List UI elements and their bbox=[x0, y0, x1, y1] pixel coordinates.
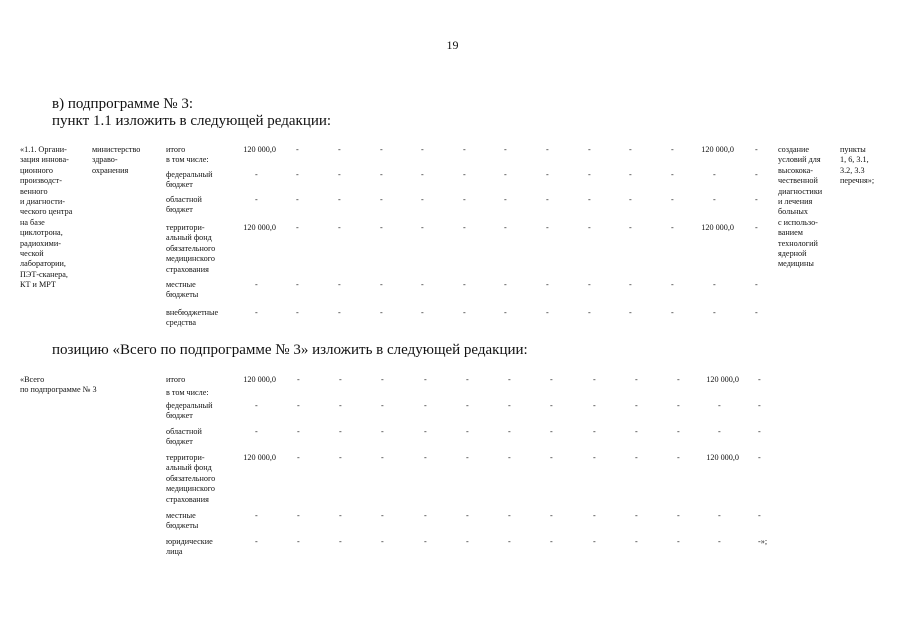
year-amount: - bbox=[593, 537, 596, 546]
year-amount: - bbox=[671, 170, 674, 179]
year-amount: - bbox=[504, 223, 507, 232]
amount-end: - bbox=[758, 375, 761, 384]
year-amount: - bbox=[463, 223, 466, 232]
year-amount: - bbox=[463, 195, 466, 204]
year-amount: - bbox=[424, 537, 427, 546]
amount-end: - bbox=[758, 401, 761, 410]
amount-last: - bbox=[718, 401, 721, 410]
year-amount: - bbox=[381, 453, 384, 462]
year-amount: - bbox=[463, 280, 466, 289]
amount-last: - bbox=[718, 537, 721, 546]
amount-end: - bbox=[758, 511, 761, 520]
amount-end: -»; bbox=[758, 537, 768, 546]
year-amount: - bbox=[508, 427, 511, 436]
year-amount: - bbox=[588, 308, 591, 317]
year-amount: - bbox=[593, 375, 596, 384]
source-label: в том числе: bbox=[166, 388, 209, 397]
year-amount: - bbox=[671, 308, 674, 317]
year-amount: - bbox=[550, 375, 553, 384]
amount-end: - bbox=[755, 195, 758, 204]
year-amount: - bbox=[296, 145, 299, 154]
amount-end: - bbox=[758, 427, 761, 436]
source-label: внебюджетные средства bbox=[166, 308, 219, 328]
source-label: областной бюджет bbox=[166, 195, 202, 215]
year-amount: - bbox=[508, 401, 511, 410]
year-amount: - bbox=[671, 195, 674, 204]
year-amount: - bbox=[380, 223, 383, 232]
amount-end: - bbox=[755, 280, 758, 289]
year-amount: - bbox=[338, 308, 341, 317]
year-amount: - bbox=[463, 308, 466, 317]
year-amount: - bbox=[508, 375, 511, 384]
year-amount: - bbox=[339, 511, 342, 520]
year-amount: - bbox=[381, 427, 384, 436]
source-label: федеральный бюджет bbox=[166, 170, 213, 190]
year-amount: - bbox=[424, 453, 427, 462]
year-amount: - bbox=[629, 170, 632, 179]
year-amount: - bbox=[629, 223, 632, 232]
year-amount: - bbox=[296, 195, 299, 204]
year-amount: - bbox=[677, 537, 680, 546]
year-amount: - bbox=[339, 375, 342, 384]
year-amount: - bbox=[546, 195, 549, 204]
year-amount: - bbox=[504, 280, 507, 289]
year-amount: - bbox=[635, 375, 638, 384]
amount-end: - bbox=[755, 223, 758, 232]
year-amount: - bbox=[508, 511, 511, 520]
year-amount: - bbox=[297, 511, 300, 520]
year-amount: - bbox=[296, 223, 299, 232]
year-amount: - bbox=[671, 145, 674, 154]
amount-end: - bbox=[758, 453, 761, 462]
year-amount: - bbox=[297, 375, 300, 384]
year-amount: - bbox=[339, 537, 342, 546]
year-amount: - bbox=[629, 280, 632, 289]
source-label: в том числе: bbox=[166, 155, 209, 164]
year-amount: - bbox=[677, 401, 680, 410]
amount-end: - bbox=[755, 308, 758, 317]
year-amount: - bbox=[550, 511, 553, 520]
source-label: областной бюджет bbox=[166, 427, 202, 447]
year-amount: - bbox=[635, 511, 638, 520]
source-label: юридические лица bbox=[166, 537, 213, 557]
year-amount: - bbox=[421, 195, 424, 204]
year-amount: - bbox=[588, 223, 591, 232]
amount-last: - bbox=[713, 195, 716, 204]
amount-first: - bbox=[255, 511, 258, 520]
amount-first: - bbox=[255, 280, 258, 289]
year-amount: - bbox=[593, 511, 596, 520]
year-amount: - bbox=[421, 145, 424, 154]
year-amount: - bbox=[421, 308, 424, 317]
year-amount: - bbox=[550, 401, 553, 410]
amount-end: - bbox=[755, 170, 758, 179]
amount-first: 120 000,0 bbox=[243, 375, 276, 384]
source-label: итого bbox=[166, 375, 186, 384]
year-amount: - bbox=[381, 401, 384, 410]
year-amount: - bbox=[677, 453, 680, 462]
amount-last: - bbox=[713, 308, 716, 317]
year-amount: - bbox=[466, 401, 469, 410]
source-label: итого bbox=[166, 145, 186, 154]
year-amount: - bbox=[550, 427, 553, 436]
year-amount: - bbox=[424, 401, 427, 410]
year-amount: - bbox=[466, 427, 469, 436]
year-amount: - bbox=[466, 511, 469, 520]
table-item-1-1 bbox=[0, 145, 905, 335]
amount-last: - bbox=[718, 511, 721, 520]
amount-end: - bbox=[755, 145, 758, 154]
source-label: федеральный бюджет bbox=[166, 401, 213, 421]
amount-first: - bbox=[255, 537, 258, 546]
year-amount: - bbox=[466, 453, 469, 462]
amount-last: 120 000,0 bbox=[706, 375, 739, 384]
year-amount: - bbox=[593, 453, 596, 462]
year-amount: - bbox=[463, 145, 466, 154]
amount-last: 120 000,0 bbox=[706, 453, 739, 462]
amount-first: 120 000,0 bbox=[243, 145, 276, 154]
amount-first: - bbox=[255, 195, 258, 204]
year-amount: - bbox=[677, 511, 680, 520]
year-amount: - bbox=[588, 280, 591, 289]
page-number: 19 bbox=[446, 38, 459, 52]
amount-last: - bbox=[718, 427, 721, 436]
amount-first: 120 000,0 bbox=[243, 223, 276, 232]
year-amount: - bbox=[424, 511, 427, 520]
year-amount: - bbox=[338, 223, 341, 232]
amount-last: - bbox=[713, 170, 716, 179]
year-amount: - bbox=[424, 427, 427, 436]
year-amount: - bbox=[297, 453, 300, 462]
year-amount: - bbox=[504, 170, 507, 179]
year-amount: - bbox=[629, 145, 632, 154]
points-cell: пункты 1, 6, 3.1, 3.2, 3.3 перечня»; bbox=[840, 145, 875, 186]
amount-last: 120 000,0 bbox=[701, 223, 734, 232]
year-amount: - bbox=[671, 223, 674, 232]
amount-last: - bbox=[713, 280, 716, 289]
year-amount: - bbox=[297, 537, 300, 546]
source-label: местные бюджеты bbox=[166, 280, 199, 300]
year-amount: - bbox=[593, 401, 596, 410]
year-amount: - bbox=[381, 511, 384, 520]
source-label: местные бюджеты bbox=[166, 511, 199, 531]
year-amount: - bbox=[508, 537, 511, 546]
heading-point-edit: пункт 1.1 изложить в следующей редакции: bbox=[52, 113, 332, 129]
year-amount: - bbox=[504, 308, 507, 317]
year-amount: - bbox=[588, 170, 591, 179]
year-amount: - bbox=[338, 170, 341, 179]
heading-subprogram: в) подпрограмме № 3: bbox=[52, 96, 194, 112]
year-amount: - bbox=[380, 195, 383, 204]
year-amount: - bbox=[421, 280, 424, 289]
year-amount: - bbox=[297, 401, 300, 410]
amount-last: 120 000,0 bbox=[701, 145, 734, 154]
year-amount: - bbox=[677, 427, 680, 436]
year-amount: - bbox=[629, 308, 632, 317]
executor-cell: министерство здраво- охранения bbox=[92, 145, 141, 175]
year-amount: - bbox=[338, 195, 341, 204]
amount-first: 120 000,0 bbox=[243, 453, 276, 462]
year-amount: - bbox=[421, 223, 424, 232]
year-amount: - bbox=[550, 537, 553, 546]
year-amount: - bbox=[297, 427, 300, 436]
source-label: территори- альный фонд обязательного медицинского страхования bbox=[166, 453, 216, 504]
year-amount: - bbox=[546, 308, 549, 317]
year-amount: - bbox=[550, 453, 553, 462]
year-amount: - bbox=[635, 427, 638, 436]
year-amount: - bbox=[504, 195, 507, 204]
year-amount: - bbox=[338, 145, 341, 154]
year-amount: - bbox=[504, 145, 507, 154]
amount-first: - bbox=[255, 308, 258, 317]
year-amount: - bbox=[466, 537, 469, 546]
item-name-cell: «1.1. Органи- зация иннова- ционного производст- венного и диагности- ческого центра на базе циклотрона, радиохими- ческой лаборатории, ПЭТ-сканера, КТ и МРТ bbox=[20, 145, 73, 290]
year-amount: - bbox=[381, 375, 384, 384]
year-amount: - bbox=[338, 280, 341, 289]
year-amount: - bbox=[381, 537, 384, 546]
year-amount: - bbox=[296, 170, 299, 179]
year-amount: - bbox=[635, 453, 638, 462]
year-amount: - bbox=[424, 375, 427, 384]
year-amount: - bbox=[546, 170, 549, 179]
year-amount: - bbox=[588, 195, 591, 204]
year-amount: - bbox=[677, 375, 680, 384]
year-amount: - bbox=[588, 145, 591, 154]
amount-first: - bbox=[255, 427, 258, 436]
year-amount: - bbox=[546, 280, 549, 289]
year-amount: - bbox=[380, 280, 383, 289]
year-amount: - bbox=[296, 308, 299, 317]
year-amount: - bbox=[380, 170, 383, 179]
year-amount: - bbox=[339, 427, 342, 436]
total-name-cell: «Всего по подпрограмме № 3 bbox=[20, 375, 97, 395]
year-amount: - bbox=[593, 427, 596, 436]
year-amount: - bbox=[629, 195, 632, 204]
year-amount: - bbox=[671, 280, 674, 289]
year-amount: - bbox=[466, 375, 469, 384]
year-amount: - bbox=[339, 453, 342, 462]
year-amount: - bbox=[635, 401, 638, 410]
year-amount: - bbox=[380, 145, 383, 154]
year-amount: - bbox=[635, 537, 638, 546]
result-cell: создание условий для высокока- чественной диагностики и лечения больных с использо- ванием технологий ядерной медицины bbox=[778, 145, 823, 269]
year-amount: - bbox=[508, 453, 511, 462]
year-amount: - bbox=[546, 223, 549, 232]
year-amount: - bbox=[339, 401, 342, 410]
amount-first: - bbox=[255, 170, 258, 179]
source-label: территори- альный фонд обязательного медицинского страхования bbox=[166, 223, 216, 274]
amount-first: - bbox=[255, 401, 258, 410]
year-amount: - bbox=[296, 280, 299, 289]
year-amount: - bbox=[546, 145, 549, 154]
heading-total-edit: позицию «Всего по подпрограмме № 3» изложить в следующей редакции: bbox=[52, 342, 528, 358]
year-amount: - bbox=[463, 170, 466, 179]
year-amount: - bbox=[421, 170, 424, 179]
table-total-subprogram bbox=[0, 375, 905, 565]
year-amount: - bbox=[380, 308, 383, 317]
